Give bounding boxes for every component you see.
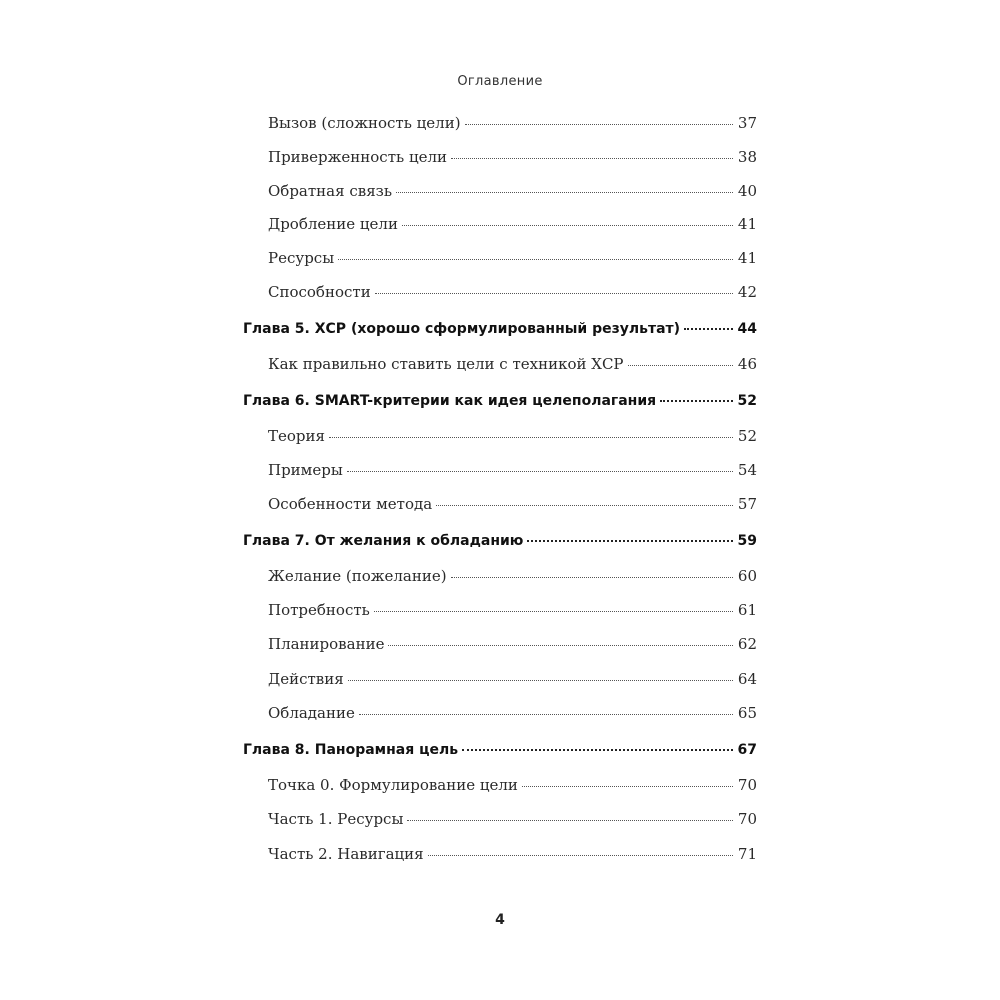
dot-leader (628, 365, 733, 366)
toc-entry-title: Теория (268, 427, 325, 445)
page-number: 4 (495, 912, 505, 928)
toc-chapter-entry (243, 742, 757, 766)
toc-entry-title: Глава 6. SMART-критерии как идея целеполагания (243, 393, 657, 409)
toc-entry-page: 67 (737, 742, 757, 758)
toc-entry-title: Желание (пожелание) (268, 567, 447, 585)
toc-section-entry (268, 283, 757, 307)
toc-section-entry (268, 776, 757, 800)
toc-entry-page: 61 (737, 601, 757, 619)
running-head: Оглавление (457, 74, 543, 89)
toc-entry-page: 54 (737, 461, 757, 479)
toc-section-entry (268, 215, 757, 239)
toc-section-entry (268, 635, 757, 659)
toc-entry-page: 37 (737, 114, 757, 132)
toc-section-entry (268, 845, 757, 869)
toc-entry-title: Точка 0. Формулирование цели (268, 776, 518, 794)
toc-entry-title: Примеры (268, 461, 343, 479)
toc-entry-page: 59 (737, 533, 757, 549)
toc-entry-title: Планирование (268, 635, 385, 653)
toc-entry-page: 40 (737, 182, 757, 200)
toc-chapter-entry (243, 393, 757, 417)
toc-section-entry (268, 670, 757, 694)
toc-entry-title: Как правильно ставить цели с техникой ХСР (268, 355, 624, 373)
toc-entry-page: 65 (737, 704, 757, 722)
toc-entry-page: 70 (737, 810, 757, 828)
dot-leader (396, 192, 733, 193)
toc-entry-page: 57 (737, 495, 757, 513)
toc-entry-page: 70 (737, 776, 757, 794)
toc-entry-title: Обладание (268, 704, 355, 722)
toc-entry-title: Глава 8. Панорамная цель (243, 742, 459, 758)
toc-entry-title: Часть 2. Навигация (268, 845, 424, 863)
toc-section-entry (268, 355, 757, 379)
dot-leader (428, 855, 733, 856)
toc-entry-page: 42 (737, 283, 757, 301)
toc-entry-title: Дробление цели (268, 215, 398, 233)
dot-leader (388, 645, 733, 646)
toc-entry-title: Глава 7. От желания к обладанию (243, 533, 524, 549)
toc-entry-page: 52 (737, 393, 757, 409)
dot-leader (436, 505, 733, 506)
dot-leader (402, 225, 733, 226)
toc-section-entry (268, 182, 757, 206)
toc-section-entry (268, 810, 757, 834)
toc-section-entry (268, 148, 757, 172)
toc-section-entry (268, 461, 757, 485)
dot-leader (375, 293, 733, 294)
toc-entry-page: 52 (737, 427, 757, 445)
dot-leader (329, 437, 733, 438)
toc-entry-title: Приверженность цели (268, 148, 447, 166)
toc-section-entry (268, 495, 757, 519)
toc-section-entry (268, 427, 757, 451)
dot-leader (451, 577, 733, 578)
toc-entry-title: Особенности метода (268, 495, 433, 513)
toc-entry-title: Вызов (сложность цели) (268, 114, 461, 132)
toc-chapter-entry (243, 321, 757, 345)
toc-section-entry (268, 567, 757, 591)
toc-entry-page: 71 (737, 845, 757, 863)
dot-leader (359, 714, 733, 715)
toc-entry-title: Способности (268, 283, 371, 301)
toc-entry-title: Действия (268, 670, 344, 688)
toc-section-entry (268, 704, 757, 728)
dot-leader (338, 259, 733, 260)
dot-leader (462, 749, 733, 751)
toc-entry-page: 38 (737, 148, 757, 166)
toc-entry-page: 62 (737, 635, 757, 653)
toc-section-entry (268, 114, 757, 138)
toc-entry-page: 64 (737, 670, 757, 688)
toc-entry-title: Обратная связь (268, 182, 392, 200)
toc-section-entry (268, 601, 757, 625)
dot-leader (347, 471, 733, 472)
toc-chapter-entry (243, 533, 757, 557)
dot-leader (527, 540, 733, 542)
toc-entry-page: 41 (737, 249, 757, 267)
dot-leader (374, 611, 733, 612)
dot-leader (684, 328, 733, 330)
toc-entry-title: Ресурсы (268, 249, 335, 267)
toc-entry-title: Часть 1. Ресурсы (268, 810, 404, 828)
dot-leader (522, 786, 733, 787)
toc-section-entry (268, 249, 757, 273)
toc-entry-page: 44 (737, 321, 757, 337)
toc-entry-page: 46 (737, 355, 757, 373)
toc-entry-page: 60 (737, 567, 757, 585)
dot-leader (407, 820, 733, 821)
toc-entry-title: Потребность (268, 601, 370, 619)
dot-leader (465, 124, 733, 125)
dot-leader (451, 158, 733, 159)
toc-entry-page: 41 (737, 215, 757, 233)
dot-leader (660, 400, 733, 402)
dot-leader (348, 680, 733, 681)
toc-entry-title: Глава 5. ХСР (хорошо сформулированный результат) (243, 321, 681, 337)
